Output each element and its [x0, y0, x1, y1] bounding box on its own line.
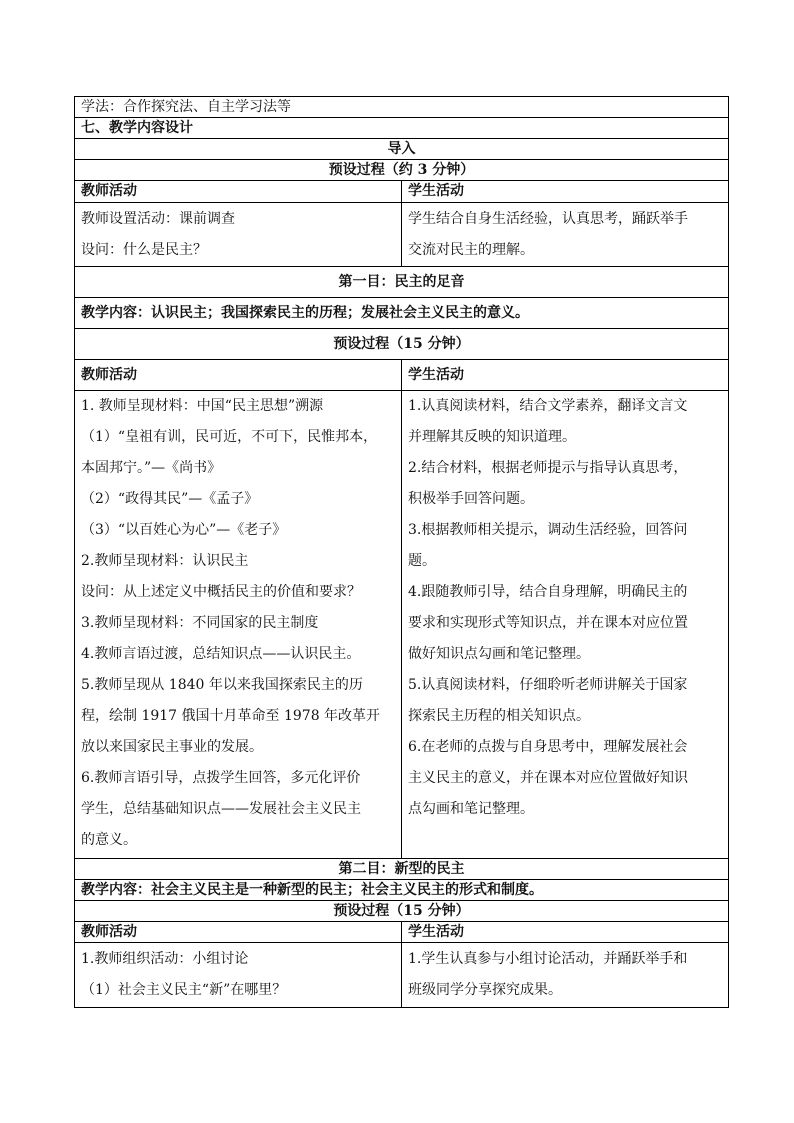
teacher-activity-header-1: 教师活动 — [75, 181, 402, 203]
intro-heading-row — [75, 139, 729, 160]
text-line: （1）社会主义民主“新”在哪里？ — [81, 982, 287, 998]
intro-heading: 导入 — [75, 139, 729, 160]
intro-activity-row — [75, 203, 729, 267]
student-activity-header-2: 学生活动 — [402, 360, 729, 391]
text-line: 3.教师呈现材料：不同国家的民主制度 — [81, 615, 319, 631]
content-two-row — [75, 880, 729, 901]
section-seven-heading: 七、教学内容设计 — [75, 118, 729, 139]
content-two-text: 教学内容：社会主义民主是一种新型的民主；社会主义民主的形式和制度。 — [75, 880, 729, 901]
section-seven-row — [75, 118, 729, 139]
student-activity-header-3: 学生活动 — [402, 922, 729, 943]
teacher-activity-header-3: 教师活动 — [75, 922, 402, 943]
intro-teacher-cell — [75, 203, 402, 267]
text-line: 交流对民主的理解。 — [408, 242, 534, 258]
text-line: 5.认真阅读材料，仔细聆听老师讲解关于国家 — [408, 677, 688, 693]
text-line: 教师设置活动：课前调查 — [81, 211, 235, 227]
study-method-row — [75, 97, 729, 118]
activity-header-row-2 — [75, 360, 729, 391]
activity-header-row-1 — [75, 181, 729, 203]
preset-row-1 — [75, 160, 729, 181]
topic-two-activity-row — [75, 943, 729, 1008]
text-line: 题。 — [408, 553, 436, 569]
text-line: 积极举手回答问题。 — [408, 491, 534, 507]
text-line: 做好知识点勾画和笔记整理。 — [408, 646, 590, 662]
topic-one-student-cell — [402, 391, 729, 859]
topic-two-heading: 第二目：新型的民主 — [75, 859, 729, 880]
text-line: 班级同学分享探究成果。 — [408, 982, 562, 998]
text-line: 4.跟随教师引导，结合自身理解，明确民主的 — [408, 584, 688, 600]
text-line: 6.教师言语引导，点拨学生回答，多元化评价 — [81, 770, 361, 786]
intro-student-cell — [402, 203, 729, 267]
topic-one-activity-row — [75, 391, 729, 859]
topic-one-row — [75, 267, 729, 298]
text-line: 1.教师组织活动：小组讨论 — [81, 951, 249, 967]
topic-two-row — [75, 859, 729, 880]
text-line: 1.学生认真参与小组讨论活动，并踊跃举手和 — [408, 951, 688, 967]
study-method-cell: 学法：合作探究法、自主学习法等 — [75, 97, 729, 118]
text-line: 并理解其反映的知识道理。 — [408, 429, 576, 445]
content-one-text: 教学内容：认识民主；我国探索民主的历程；发展社会主义民主的意义。 — [75, 298, 729, 329]
text-line: 1.认真阅读材料，结合文学素养，翻译文言文 — [408, 398, 688, 414]
topic-one-heading: 第一目：民主的足音 — [75, 267, 729, 298]
preset-row-2 — [75, 329, 729, 360]
teacher-activity-header-2: 教师活动 — [75, 360, 402, 391]
text-line: 的意义。 — [81, 832, 137, 848]
lesson-plan-table — [74, 96, 729, 1008]
text-line: 点勾画和笔记整理。 — [408, 801, 534, 817]
text-line: （1）“皇祖有训，民可近，不可下，民惟邦本， — [81, 429, 378, 445]
student-activity-header-1: 学生活动 — [402, 181, 729, 203]
preset-heading-2: 预设过程（15 分钟） — [75, 329, 729, 360]
text-line: （3）“以百姓心为心”—《老子》 — [81, 522, 287, 538]
text-line: 1. 教师呈现材料：中国“民主思想”溯源 — [81, 398, 324, 414]
text-line: 3.根据教师相关提示，调动生活经验，回答问 — [408, 522, 688, 538]
text-line: 主义民主的意义，并在课本对应位置做好知识 — [408, 770, 688, 786]
activity-header-row-3 — [75, 922, 729, 943]
text-line: 2.教师呈现材料：认识民主 — [81, 553, 249, 569]
content-one-row — [75, 298, 729, 329]
text-line: 设问：什么是民主？ — [81, 242, 207, 258]
topic-one-teacher-cell — [75, 391, 402, 859]
text-line: 2.结合材料，根据老师提示与指导认真思考， — [408, 460, 688, 476]
text-line: 本固邦宁。”—《尚书》 — [81, 460, 222, 476]
preset-heading-3: 预设过程（15 分钟） — [75, 901, 729, 922]
text-line: 放以来国家民主事业的发展。 — [81, 739, 263, 755]
text-line: 要求和实现形式等知识点，并在课本对应位置 — [408, 615, 688, 631]
text-line: 程，绘制 1917 俄国十月革命至 1978 年改革开 — [81, 708, 381, 724]
text-line: 设问：从上述定义中概括民主的价值和要求？ — [81, 584, 361, 600]
preset-heading-1: 预设过程（约 3 分钟） — [75, 160, 729, 181]
text-line: 6.在老师的点拨与自身思考中，理解发展社会 — [408, 739, 688, 755]
text-line: 4.教师言语过渡，总结知识点——认识民主。 — [81, 646, 361, 662]
text-line: 探索民主历程的相关知识点。 — [408, 708, 590, 724]
text-line: 学生结合自身生活经验，认真思考，踊跃举手 — [408, 211, 688, 227]
topic-two-teacher-cell — [75, 943, 402, 1008]
topic-two-student-cell — [402, 943, 729, 1008]
text-line: 学生，总结基础知识点——发展社会主义民主 — [81, 801, 361, 817]
text-line: （2）“政得其民”—《孟子》 — [81, 491, 259, 507]
preset-row-3 — [75, 901, 729, 922]
text-line: 5.教师呈现从 1840 年以来我国探索民主的历 — [81, 677, 363, 693]
